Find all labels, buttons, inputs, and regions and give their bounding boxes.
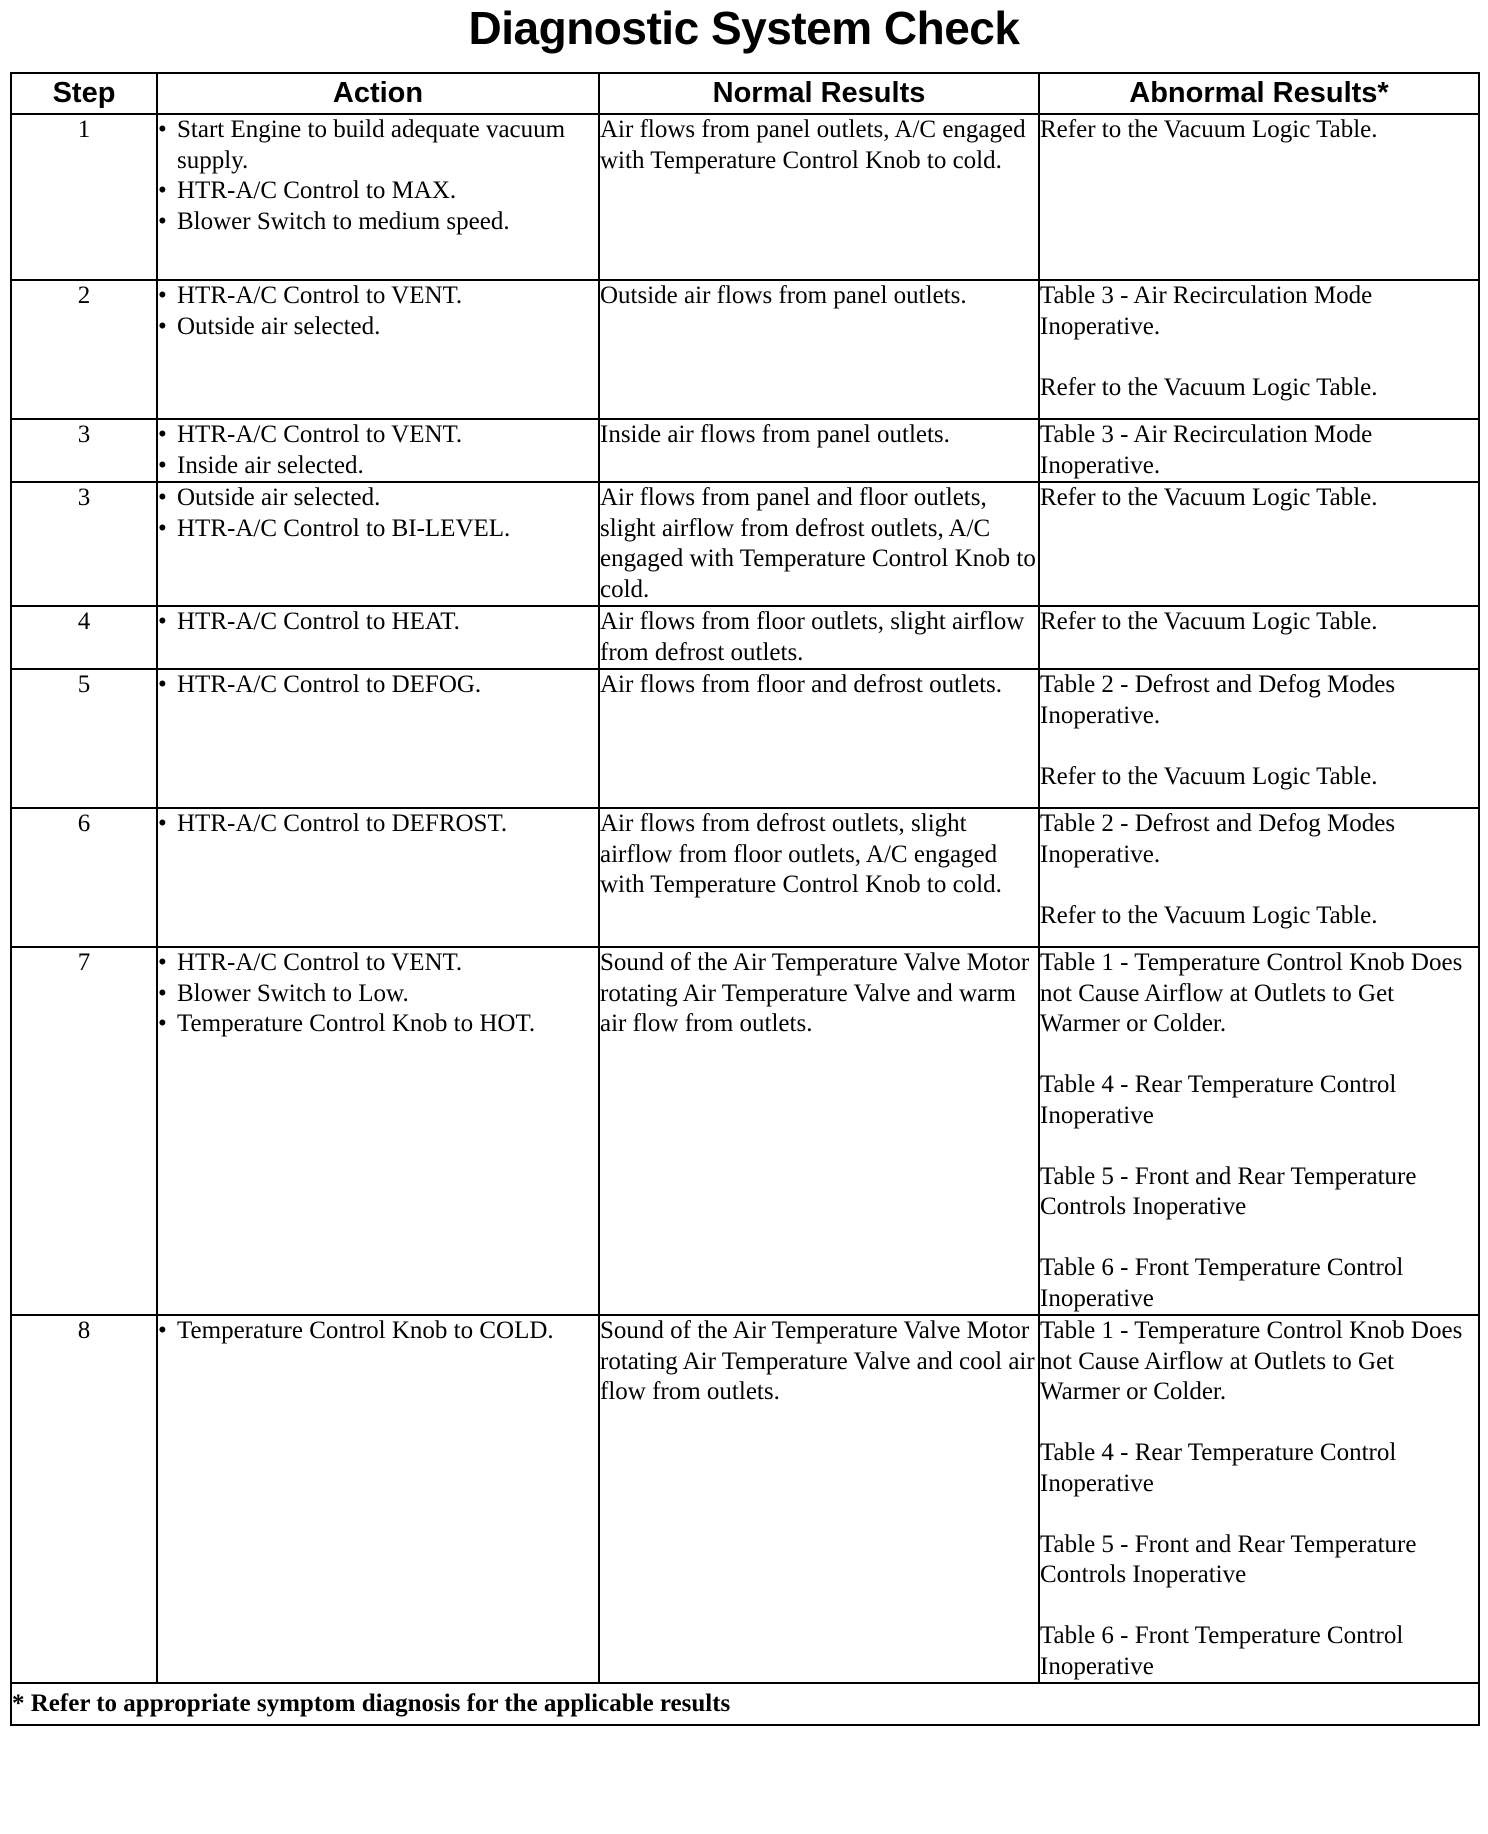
- normal-result: Air flows from floor outlets, slight airflow from defrost outlets.: [599, 606, 1039, 669]
- abnormal-result: Refer to the Vacuum Logic Table.: [1040, 484, 1378, 511]
- abnormal-result-cell: [1039, 606, 1479, 669]
- abnormal-result-cell: [1039, 808, 1479, 947]
- table-row: [11, 606, 1479, 669]
- step-number: 8: [11, 1315, 157, 1683]
- page-title: Diagnostic System Check: [468, 2, 1020, 54]
- abnormal-result: Table 5 - Front and Rear Temperature Controls Inoperative: [1040, 1530, 1417, 1588]
- step-number: 2: [11, 280, 157, 419]
- action-item: • HTR-A/C Control to MAX.: [158, 176, 598, 207]
- abnormal-result-cell: [1039, 947, 1479, 1315]
- header-normal-results: Normal Results: [599, 73, 1039, 114]
- table-row: [11, 1315, 1479, 1683]
- action-list: [158, 1316, 598, 1347]
- action-item: • Outside air selected.: [158, 312, 598, 343]
- action-cell: [157, 419, 599, 482]
- abnormal-result: Refer to the Vacuum Logic Table.: [1040, 373, 1378, 401]
- normal-result: Air flows from panel outlets, A/C engaged with Temperature Control Knob to cold.: [599, 114, 1039, 280]
- step-number: 1: [11, 114, 157, 280]
- abnormal-result: Refer to the Vacuum Logic Table.: [1040, 762, 1378, 790]
- header-action: Action: [157, 73, 599, 114]
- action-cell: [157, 669, 599, 808]
- abnormal-result-cell: [1039, 419, 1479, 482]
- abnormal-result: Table 4 - Rear Temperature Control Inoperative: [1040, 1439, 1397, 1497]
- action-item: • HTR-A/C Control to VENT.: [158, 281, 598, 312]
- action-list: [158, 607, 598, 638]
- action-item: • HTR-A/C Control to DEFROST.: [158, 809, 598, 840]
- action-item: • Start Engine to build adequate vacuum supply.: [158, 115, 598, 176]
- abnormal-result: Refer to the Vacuum Logic Table.: [1040, 116, 1378, 143]
- action-item: • HTR-A/C Control to DEFOG.: [158, 670, 598, 701]
- footnote-row: [11, 1683, 1479, 1725]
- step-number: 7: [11, 947, 157, 1315]
- abnormal-result: Table 1 - Temperature Control Knob Does not Cause Airflow at Outlets to Get Warmer or Colder.: [1040, 1317, 1463, 1405]
- step-number: 6: [11, 808, 157, 947]
- abnormal-result-cell: [1039, 482, 1479, 606]
- step-number: 3: [11, 419, 157, 482]
- abnormal-result: Table 6 - Front Temperature Control Inoperative: [1040, 1622, 1404, 1680]
- normal-result: Sound of the Air Temperature Valve Motor rotating Air Temperature Valve and cool air flow from outlets.: [599, 1315, 1039, 1683]
- table-row: [11, 419, 1479, 482]
- header-step: Step: [11, 73, 157, 114]
- abnormal-result: Table 6 - Front Temperature Control Inoperative: [1040, 1254, 1404, 1312]
- normal-result: Sound of the Air Temperature Valve Motor rotating Air Temperature Valve and warm air flow from outlets.: [599, 947, 1039, 1315]
- action-list: [158, 670, 598, 701]
- action-list: [158, 809, 598, 840]
- action-item: • Blower Switch to medium speed.: [158, 207, 598, 238]
- action-list: [158, 420, 598, 481]
- action-cell: [157, 280, 599, 419]
- abnormal-result-cell: [1039, 1315, 1479, 1683]
- table-row: [11, 808, 1479, 947]
- abnormal-result: Table 3 - Air Recirculation Mode Inoperative.: [1040, 421, 1373, 479]
- abnormal-result: Table 4 - Rear Temperature Control Inoperative: [1040, 1071, 1397, 1129]
- action-cell: [157, 808, 599, 947]
- action-item: • Temperature Control Knob to HOT.: [158, 1009, 598, 1040]
- action-cell: [157, 947, 599, 1315]
- table-row: [11, 669, 1479, 808]
- action-list: [158, 281, 598, 342]
- action-list: [158, 948, 598, 1040]
- action-item: • Outside air selected.: [158, 483, 598, 514]
- normal-result: Air flows from defrost outlets, slight airflow from floor outlets, A/C engaged with Temperature Control Knob to cold.: [599, 808, 1039, 947]
- abnormal-result: Table 3 - Air Recirculation Mode Inoperative.: [1040, 282, 1373, 340]
- table-row: [11, 280, 1479, 419]
- step-number: 4: [11, 606, 157, 669]
- action-cell: [157, 1315, 599, 1683]
- step-number: 5: [11, 669, 157, 808]
- table-row: [11, 947, 1479, 1315]
- action-list: [158, 483, 598, 544]
- table-row: [11, 114, 1479, 280]
- table-header-row: [11, 73, 1479, 114]
- header-abnormal-results: Abnormal Results*: [1039, 73, 1479, 114]
- abnormal-result: Refer to the Vacuum Logic Table.: [1040, 608, 1378, 635]
- action-item: • Temperature Control Knob to COLD.: [158, 1316, 598, 1347]
- action-item: • HTR-A/C Control to VENT.: [158, 420, 598, 451]
- action-item: • HTR-A/C Control to HEAT.: [158, 607, 598, 638]
- action-item: • HTR-A/C Control to BI-LEVEL.: [158, 514, 598, 545]
- action-item: • Inside air selected.: [158, 451, 598, 482]
- action-list: [158, 115, 598, 237]
- action-cell: [157, 606, 599, 669]
- action-item: • Blower Switch to Low.: [158, 979, 598, 1010]
- action-item: • HTR-A/C Control to VENT.: [158, 948, 598, 979]
- normal-result: Inside air flows from panel outlets.: [599, 419, 1039, 482]
- abnormal-result: Table 2 - Defrost and Defog Modes Inoperative.: [1040, 671, 1396, 729]
- action-cell: [157, 114, 599, 280]
- step-number: 3: [11, 482, 157, 606]
- diagnostic-table: [10, 72, 1480, 1726]
- abnormal-result: Table 5 - Front and Rear Temperature Controls Inoperative: [1040, 1162, 1417, 1220]
- table-body: [11, 114, 1479, 1683]
- abnormal-result: Table 2 - Defrost and Defog Modes Inoperative.: [1040, 810, 1396, 868]
- footnote: * Refer to appropriate symptom diagnosis for the applicable results: [11, 1683, 1479, 1725]
- abnormal-result-cell: [1039, 669, 1479, 808]
- abnormal-result-cell: [1039, 280, 1479, 419]
- normal-result: Outside air flows from panel outlets.: [599, 280, 1039, 419]
- table-row: [11, 482, 1479, 606]
- normal-result: Air flows from floor and defrost outlets.: [599, 669, 1039, 808]
- normal-result: Air flows from panel and floor outlets, slight airflow from defrost outlets, A/C engaged with Temperature Control Knob to cold.: [599, 482, 1039, 606]
- abnormal-result-cell: [1039, 114, 1479, 280]
- abnormal-result: Refer to the Vacuum Logic Table.: [1040, 901, 1378, 929]
- abnormal-result: Table 1 - Temperature Control Knob Does not Cause Airflow at Outlets to Get Warmer or Colder.: [1040, 949, 1463, 1037]
- action-cell: [157, 482, 599, 606]
